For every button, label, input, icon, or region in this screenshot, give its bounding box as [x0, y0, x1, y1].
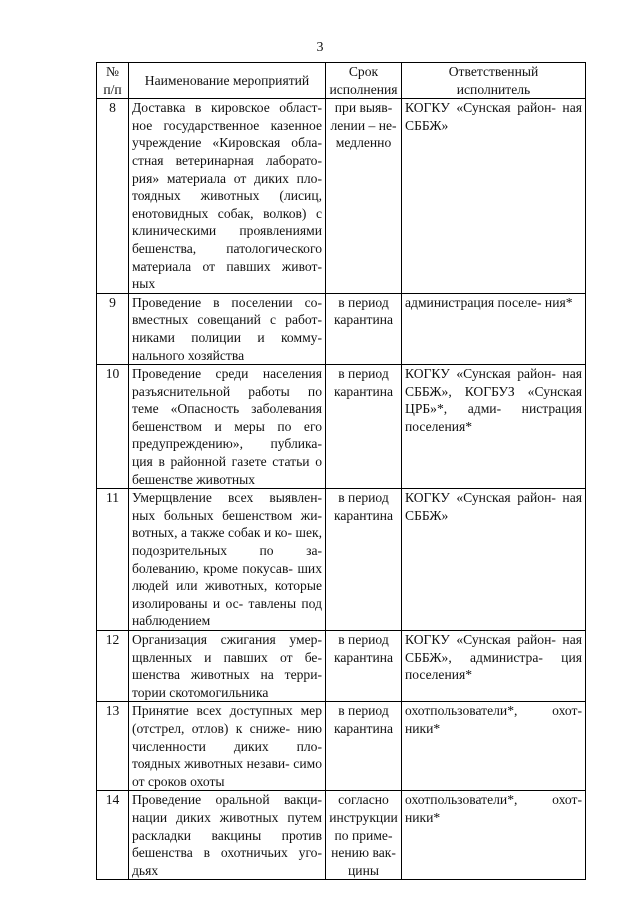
header-number-line2: п/п: [103, 81, 122, 97]
row-number: 12: [97, 631, 129, 702]
row-responsible: охотпользователи*, охот- ники*: [402, 702, 586, 791]
row-measure-name: Умерщвление всех выявлен- ных больных бешенством жи- вотных, а также собак и ко- шек, подозрительных по за- болеванию, кроме покусав- ших людей или животных, которые изолированы и ос- тавлены под наблюдением: [129, 489, 326, 631]
row-number: 11: [97, 489, 129, 631]
row-responsible: охотпользователи*, охот- ники*: [402, 791, 586, 880]
table-row: [97, 631, 586, 702]
row-number: 14: [97, 791, 129, 880]
row-number: 8: [97, 99, 129, 294]
row-term: в период карантина: [326, 489, 402, 631]
row-term: при выяв- лении – не- медленно: [326, 99, 402, 294]
row-number: 10: [97, 365, 129, 489]
row-measure-name: Доставка в кировское област- ное государственное казенное учреждение «Кировская обла- стная ветеринарная лаборато- рия» материала от диких пло- тоядных животных (лисиц, енотовидных собак, волков) с клиническими проявлениями бешенства, патологического материала от павших живот- ных: [129, 99, 326, 294]
row-measure-name: Принятие всех доступных мер (отстрел, отлов) к сниже- нию численности диких пло- тоядных животных незави- симо от сроков охоты: [129, 702, 326, 791]
header-responsible: [402, 63, 586, 99]
header-term: [326, 63, 402, 99]
header-term-line2: исполнения: [329, 81, 398, 97]
row-number: 9: [97, 293, 129, 364]
row-term: в период карантина: [326, 365, 402, 489]
row-measure-name: Проведение в поселении со- вместных совещаний с работ- никами полиции и комму- нального хозяйства: [129, 293, 326, 364]
table-row: [97, 702, 586, 791]
row-measure-name: Организация сжигания умер- щвленных и павших от бе- шенства животных на терри- тории скотомогильника: [129, 631, 326, 702]
row-responsible: администрация поселе- ния*: [402, 293, 586, 364]
header-number-line1: №: [106, 64, 119, 79]
header-responsible-line1: Ответственный: [448, 64, 539, 79]
header-number: [97, 63, 129, 99]
page-number: 3: [316, 40, 324, 55]
header-term-line1: Срок: [348, 64, 379, 79]
row-measure-name: Проведение среди населения разъяснительной работы по теме «Опасность заболевания бешенством и меры по его предупреждению», публика- ция в районной газете статьи о бешенстве животных: [129, 365, 326, 489]
table-header-row: [97, 63, 586, 99]
row-responsible: КОГКУ «Сунская район- ная СББЖ», администра- ция поселения*: [402, 631, 586, 702]
table-row: [97, 293, 586, 364]
row-term: в период карантина: [326, 293, 402, 364]
row-number: 13: [97, 702, 129, 791]
measures-table: [96, 62, 586, 880]
row-term: в период карантина: [326, 631, 402, 702]
table-row: [97, 365, 586, 489]
table-row: [97, 791, 586, 880]
row-responsible: КОГКУ «Сунская район- ная СББЖ»: [402, 99, 586, 294]
row-responsible: КОГКУ «Сунская район- ная СББЖ»: [402, 489, 586, 631]
table-row: [97, 489, 586, 631]
row-responsible: КОГКУ «Сунская район- ная СББЖ», КОГБУЗ «Сунская ЦРБ»*, адми- нистрация поселения*: [402, 365, 586, 489]
row-measure-name: Проведение оральной вакци- нации диких животных путем раскладки вакцины против бешенства в охотничьих уго- дьях: [129, 791, 326, 880]
header-responsible-line2: исполнитель: [456, 81, 531, 97]
header-name: Наименование мероприятий: [129, 63, 326, 99]
table-row: [97, 99, 586, 294]
row-term: согласно инструкции по приме- нению вак- цины: [326, 791, 402, 880]
row-term: в период карантина: [326, 702, 402, 791]
